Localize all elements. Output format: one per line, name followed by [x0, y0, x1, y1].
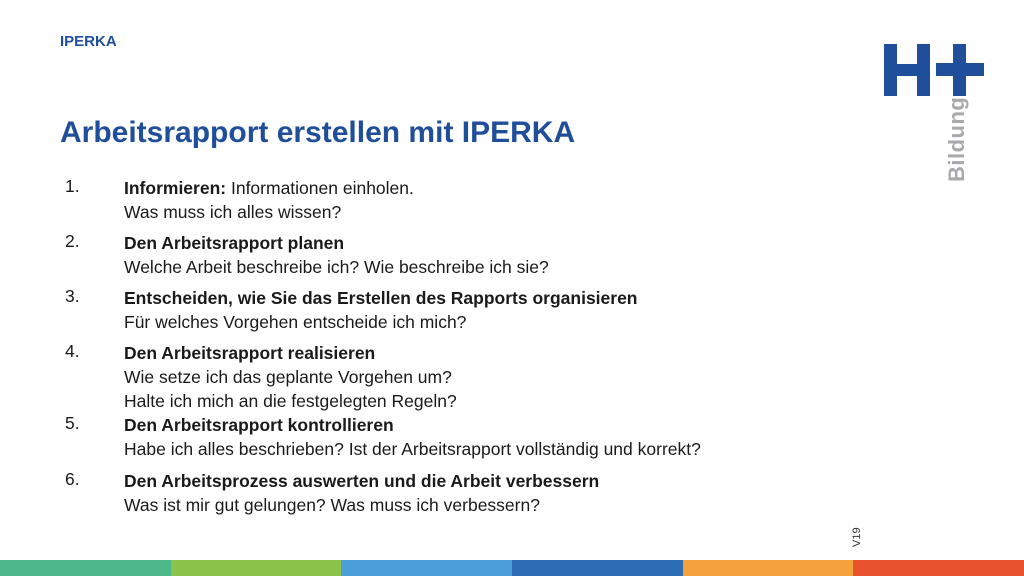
step-description: Für welches Vorgehen entscheide ich mich?: [124, 312, 467, 332]
step-number: 3.: [65, 286, 80, 306]
step-number: 6.: [65, 469, 80, 489]
footer-segment: [683, 560, 854, 576]
step-description: Wie setze ich das geplante Vorgehen um?: [124, 367, 452, 387]
footer-segment: [171, 560, 342, 576]
step-description: Was muss ich alles wissen?: [124, 202, 342, 222]
step-heading: Den Arbeitsprozess auswerten und die Arbeit verbessern: [124, 471, 600, 491]
step-number: 4.: [65, 341, 80, 361]
step-number: 1.: [65, 176, 80, 196]
version-label: V19: [851, 527, 863, 547]
step-heading: Den Arbeitsrapport kontrollieren: [124, 415, 394, 435]
page-title: Arbeitsrapport erstellen mit IPERKA: [60, 116, 576, 149]
step-heading: Den Arbeitsrapport planen: [124, 233, 345, 253]
h-plus-bildung-logo: [880, 40, 990, 190]
step-heading: Den Arbeitsrapport realisieren: [124, 343, 376, 363]
step-description: Welche Arbeit beschreibe ich? Wie beschreibe ich sie?: [124, 257, 549, 277]
step-description: Habe ich alles beschrieben? Ist der Arbeitsrapport vollständig und korrekt?: [124, 439, 701, 459]
step-number: 5.: [65, 413, 80, 433]
step-number: 2.: [65, 231, 80, 251]
footer-segment: [853, 560, 1024, 576]
step-heading: Informieren:: [124, 178, 227, 198]
footer-segment: [341, 560, 512, 576]
footer-color-bar: [0, 560, 1024, 576]
step-description: Was ist mir gut gelungen? Was muss ich verbessern?: [124, 495, 540, 515]
step-description: Halte ich mich an die festgelegten Regeln?: [124, 391, 457, 411]
footer-segment: [512, 560, 683, 576]
h-plus-logo-icon: [884, 40, 984, 98]
header-label: IPERKA: [60, 33, 117, 50]
footer-segment: [0, 560, 171, 576]
logo-subtitle: Bildung: [944, 96, 969, 182]
step-heading: Entscheiden, wie Sie das Erstellen des Rapports organisieren: [124, 288, 638, 308]
step-heading-rest: Informationen einholen.: [226, 178, 414, 198]
